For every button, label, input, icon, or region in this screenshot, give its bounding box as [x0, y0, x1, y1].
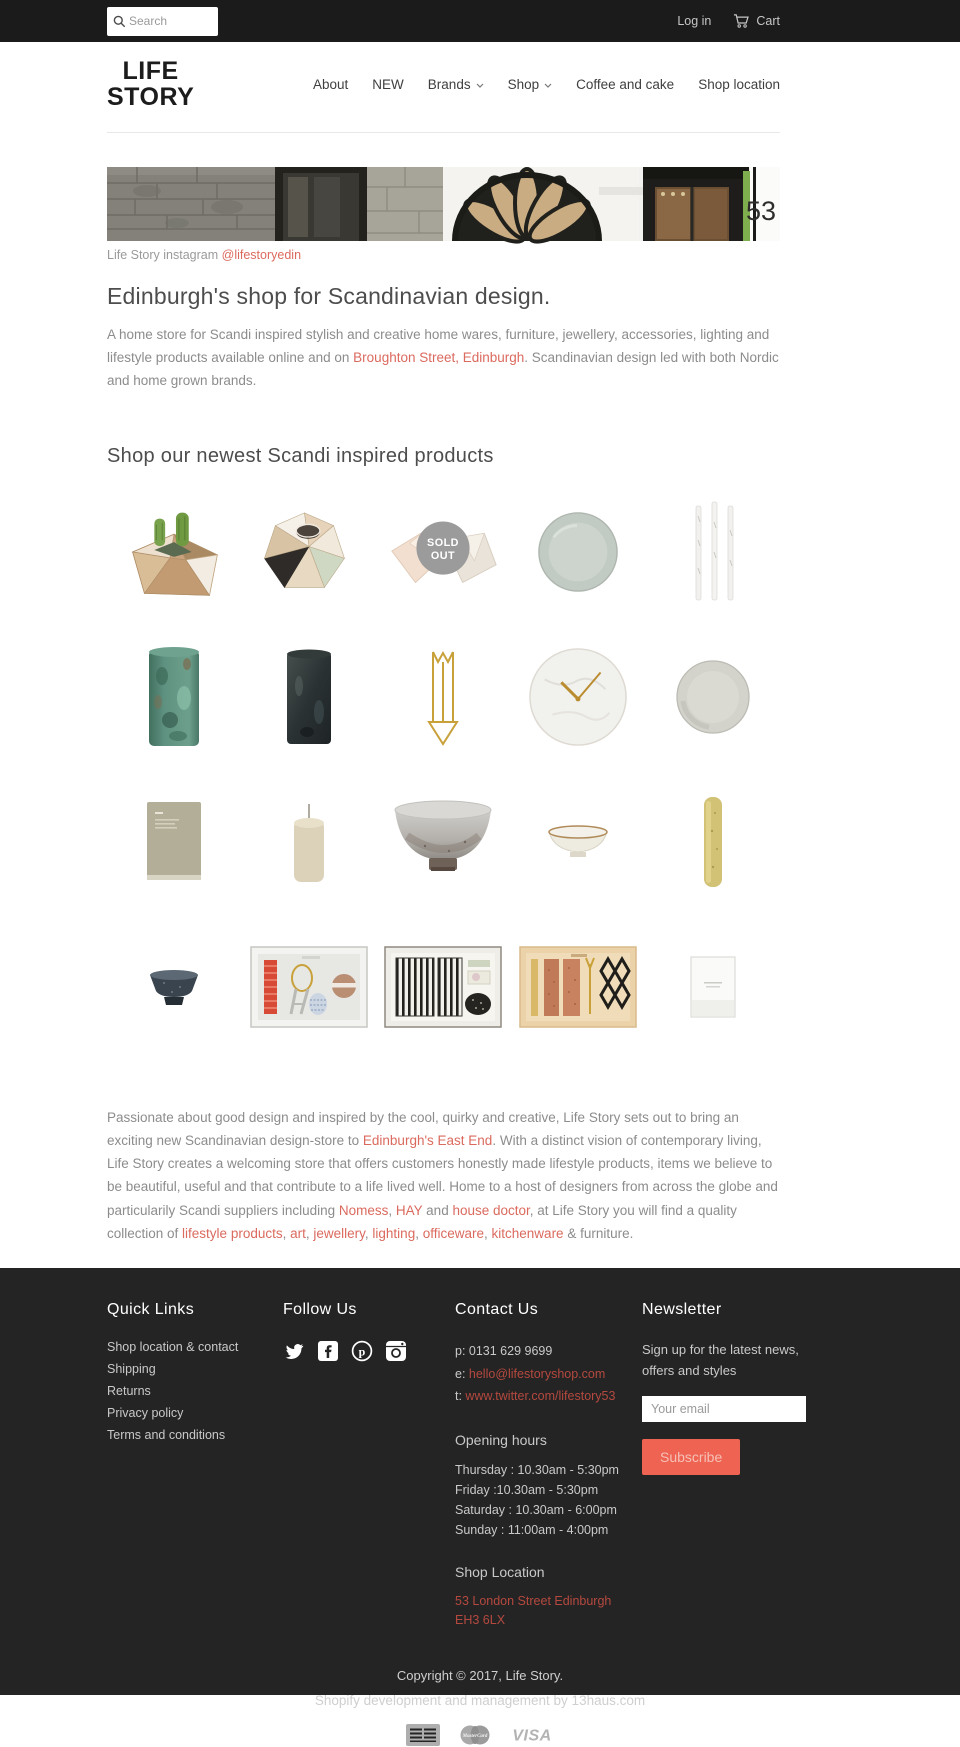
twitter-line: [455, 1385, 642, 1408]
page-title: Edinburgh's shop for Scandinavian design.: [107, 283, 551, 309]
cart-label: Cart: [756, 14, 780, 28]
developer-credit-text: Shopify development and management by 13haus.com: [314, 1693, 646, 1709]
cart-button[interactable]: [733, 13, 780, 29]
stoneware-plate-image: [536, 510, 620, 594]
text-segment: ,: [415, 1225, 423, 1241]
cart-icon: [733, 13, 750, 29]
site-footer: [0, 1268, 960, 1745]
pillar-candle-image: [289, 798, 329, 886]
marble-straws-image: [678, 500, 748, 604]
product-tile-pillar-candle[interactable]: [242, 770, 377, 915]
svg-text:p: p: [358, 1344, 366, 1359]
product-tile-notepad[interactable]: [645, 915, 780, 1060]
product-tile-dark-bowl[interactable]: [107, 915, 242, 1060]
about-paragraph: [107, 1106, 780, 1245]
footer-link-shipping[interactable]: Shipping: [107, 1362, 156, 1376]
logo[interactable]: [107, 58, 194, 110]
inline-link[interactable]: Nomess: [338, 1202, 389, 1218]
email-line: [455, 1363, 642, 1386]
products-heading: Shop our newest Scandi inspired products: [107, 444, 494, 467]
inline-link[interactable]: lifestyle products: [182, 1225, 283, 1241]
svg-text:OUT: OUT: [431, 550, 456, 563]
inline-link[interactable]: jewellery: [313, 1225, 365, 1241]
notepad-image: [690, 956, 736, 1018]
inline-link[interactable]: Broughton Street, Edinburgh: [353, 350, 525, 366]
product-tile-cactus-planter[interactable]: [107, 480, 242, 625]
nav-label: Coffee and cake: [576, 76, 675, 92]
footer-contact-us: [455, 1301, 642, 1630]
product-tile-gift-box-white[interactable]: [242, 915, 377, 1060]
inline-link[interactable]: Edinburgh's East End: [362, 1132, 493, 1148]
opening-hours-heading: Opening hours: [455, 1431, 547, 1448]
pinterest-icon: [351, 1340, 373, 1362]
facebook-icon: [318, 1341, 338, 1361]
search-icon: [113, 15, 126, 28]
product-tile-tall-candle[interactable]: [645, 770, 780, 915]
facebook-social-button[interactable]: [318, 1341, 338, 1361]
gift-box-terracotta-image: [519, 946, 637, 1028]
visa-icon: [510, 1723, 554, 1747]
product-tile-small-bowl[interactable]: [511, 770, 646, 915]
text-segment: Life Story instagram: [107, 248, 222, 262]
verdigris-vase-image: [142, 642, 206, 752]
main-nav: [313, 77, 780, 92]
hours-thursday: Thursday : 10.30am - 5:30pm: [455, 1462, 619, 1477]
hours-saturday: Saturday : 10.30am - 6:00pm: [455, 1502, 617, 1517]
twitter-icon: [283, 1340, 305, 1362]
nav-label: Shop location: [698, 76, 780, 92]
text-segment: and: [422, 1202, 453, 1218]
inline-link[interactable]: kitchenware: [491, 1225, 564, 1241]
nav-shop[interactable]: [508, 77, 553, 92]
product-tile-marble-straws[interactable]: [645, 480, 780, 625]
phone-number: 0131 629 9699: [468, 1344, 553, 1358]
top-bar: [0, 0, 960, 42]
logo-line-1: LIFE: [122, 57, 179, 85]
nav-brands[interactable]: [428, 77, 484, 92]
footer-link-terms[interactable]: Terms and conditions: [107, 1428, 226, 1442]
twitter-link[interactable]: www.twitter.com/lifestory53: [465, 1389, 616, 1403]
footer-quick-links: [107, 1301, 283, 1630]
search-input[interactable]: [129, 14, 212, 28]
product-tile-bronze-vase[interactable]: [242, 625, 377, 770]
text-segment: ,: [305, 1225, 314, 1241]
phone-label: p:: [455, 1344, 469, 1358]
footer-newsletter: [642, 1301, 853, 1630]
product-tile-stoneware-plate[interactable]: [511, 480, 646, 625]
stone-bowl-image: [391, 796, 495, 888]
text-segment: ,: [364, 1225, 373, 1241]
nav-label: Brands: [427, 76, 471, 92]
product-tile-olive-notebook[interactable]: [107, 770, 242, 915]
chevron-down-icon: [476, 83, 484, 88]
marble-wall-clock-image: [527, 646, 629, 748]
product-tile-marble-wall-clock[interactable]: [511, 625, 646, 770]
newsletter-blurb: Sign up for the latest news, offers and styles: [642, 1342, 799, 1378]
dark-bowl-image: [146, 965, 202, 1009]
nav-label: Shop: [507, 76, 540, 92]
american-express-icon: [406, 1724, 440, 1746]
inline-link[interactable]: house doctor: [452, 1202, 530, 1218]
faceted-tealight-holder-image: [259, 503, 359, 601]
newsletter-heading: Newsletter: [642, 1301, 722, 1318]
gift-box-striped-image: [384, 946, 502, 1028]
mastercard-icon: [456, 1723, 494, 1747]
storefront-banner-image[interactable]: [107, 167, 780, 241]
payment-icons-row: [107, 1723, 853, 1747]
product-tile-brass-arrow-hook[interactable]: [376, 625, 511, 770]
subscribe-button[interactable]: Subscribe: [642, 1439, 740, 1475]
text-segment: Passionate about good design and inspired by the cool, quirky and creative, Life Story sets out to bring an exciting new Scandinavian design-store to: [107, 1109, 739, 1148]
instagram-caption: [107, 248, 780, 262]
inline-link[interactable]: HAY: [395, 1202, 423, 1218]
ceramic-plate-image: [675, 659, 751, 735]
inline-link[interactable]: officeware: [422, 1225, 485, 1241]
svg-text:MasterCard: MasterCard: [462, 1734, 488, 1740]
email-label: e:: [455, 1366, 469, 1381]
shop-location-heading: Shop Location: [455, 1563, 545, 1580]
nav-label: NEW: [372, 76, 404, 92]
text-segment: , at Life Story you will find a quality collection of: [107, 1202, 737, 1241]
small-bowl-image: [546, 822, 610, 862]
nav-new[interactable]: [372, 77, 404, 92]
twitter-social-button[interactable]: [283, 1340, 305, 1362]
product-tile-gift-box-striped[interactable]: [376, 915, 511, 1060]
text-segment: . Scandinavian design led with both Nordic and home grown brands.: [107, 350, 779, 389]
product-tile-verdigris-vase[interactable]: [107, 625, 242, 770]
footer-link-privacy-policy[interactable]: Privacy policy: [107, 1406, 184, 1420]
product-grid: [107, 480, 780, 1060]
sold-out-ornament-image: [384, 503, 502, 601]
hours-friday: Friday :10.30am - 5:30pm: [455, 1482, 599, 1497]
footer-link-returns[interactable]: Returns: [107, 1384, 151, 1398]
cactus-planter-image: [115, 500, 233, 605]
product-tile-gift-box-terracotta[interactable]: [511, 915, 646, 1060]
svg-text:VISA: VISA: [512, 1727, 552, 1745]
street-number-53: 53: [745, 196, 776, 226]
pinterest-social-button[interactable]: [351, 1340, 373, 1362]
site-header: [0, 42, 960, 133]
product-tile-ceramic-plate[interactable]: [645, 625, 780, 770]
text-segment: ,: [282, 1225, 291, 1241]
sold-out-badge: [417, 522, 470, 575]
text-segment: & furniture.: [563, 1225, 634, 1241]
brass-arrow-hook-image: [420, 642, 466, 752]
inline-link[interactable]: art: [290, 1225, 306, 1241]
product-tile-faceted-tealight-holder[interactable]: [242, 480, 377, 625]
footer-link-shop-location[interactable]: Shop location & contact: [107, 1340, 239, 1354]
follow-us-heading: Follow Us: [283, 1301, 357, 1318]
olive-notebook-image: [143, 799, 205, 885]
login-link[interactable]: Log in: [677, 14, 712, 28]
bronze-vase-image: [281, 646, 337, 748]
footer-follow-us: [283, 1301, 455, 1630]
contact-us-heading: Contact Us: [455, 1301, 539, 1318]
product-tile-stone-bowl[interactable]: [376, 770, 511, 915]
svg-text:SOLD: SOLD: [427, 537, 460, 550]
logo-line-2: STORY: [107, 83, 195, 111]
search-box[interactable]: [107, 7, 218, 36]
inline-link[interactable]: lighting: [372, 1225, 416, 1241]
text-segment: ,: [484, 1225, 492, 1241]
text-segment: . With a distinct vision of contemporary living, Life Story creates a welcoming store that offers customers honestly made lifestyle products, items we believe to be beautiful, useful and that contribute to a life lived well. Home to a host of designers from across the globe and particularily Scandi suppliers including: [107, 1132, 778, 1218]
instagram-social-button[interactable]: [386, 1341, 406, 1361]
nav-coffee-and-cake[interactable]: [576, 77, 674, 92]
gift-box-white-image: [250, 946, 368, 1028]
shop-address-link[interactable]: 53 London Street Edinburgh EH3 6LX: [455, 1593, 612, 1627]
nav-label: About: [313, 76, 349, 92]
chevron-down-icon: [544, 83, 552, 88]
text-segment: A home store for Scandi inspired stylish and creative home wares, furniture, jewellery, accessories, lighting and lifestyle products available online and on: [107, 327, 770, 366]
twitter-label: t:: [455, 1389, 466, 1403]
inline-link[interactable]: @lifestoryedin: [221, 248, 302, 262]
instagram-icon: [386, 1341, 406, 1361]
text-segment: ,: [388, 1202, 396, 1218]
newsletter-email-input[interactable]: [642, 1396, 806, 1422]
copyright-text: Copyright © 2017, Life Story.: [396, 1668, 564, 1684]
product-tile-sold-out-faceted-ornament[interactable]: [376, 480, 511, 625]
email-link[interactable]: hello@lifestoryshop.com: [468, 1366, 606, 1381]
tall-candle-image: [700, 793, 726, 891]
quick-links-heading: Quick Links: [107, 1301, 195, 1318]
nav-shop-location[interactable]: [698, 77, 780, 92]
intro-paragraph: [107, 323, 780, 393]
phone-line: [455, 1340, 642, 1363]
hours-sunday: Sunday : 11:00am - 4:00pm: [455, 1522, 609, 1537]
nav-about[interactable]: [313, 77, 348, 92]
